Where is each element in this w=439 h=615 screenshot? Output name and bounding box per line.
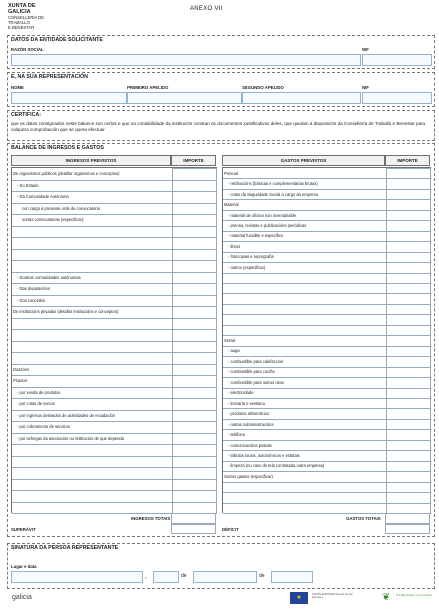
gastos-row-label: - combustible para outros usos [228, 379, 284, 385]
ingresos-row-label: - por achegas da asociación ou institución de que dependa [17, 435, 124, 441]
ingresos-row-label: outras convocatorias (especificar): [22, 217, 85, 223]
xunta-benestar: E BENESTAR [8, 25, 35, 30]
gastos-col-header: GASTOS PREVISTOS [222, 155, 385, 166]
entidade-title: DATOS DA ENTIDADE SOLICITANTE [11, 37, 103, 43]
apelido2-label: SEGUNDO APELIDO [242, 85, 284, 90]
gastos-row-label: - tributos locais, autonómicos e estatais [228, 452, 300, 458]
gastos-row-label: - fotocopias e reprografía [228, 254, 274, 260]
entidade-nif-label: NIF [362, 47, 369, 52]
balance-title: BALANCE DE INGRESOS E GASTOS [11, 145, 104, 151]
representacion-nif-label: NIF [362, 85, 369, 90]
sinatura-title: SINATURA DA PERSOA REPRESENTANTE [11, 545, 119, 551]
ingresos-col-header: INGRESOS PREVISTOS [11, 155, 171, 166]
superavit-field[interactable] [171, 524, 216, 534]
ingresos-row-label: - por cotas de socios [17, 401, 55, 407]
gastos-row-label: - produtos alimenticios [228, 411, 269, 417]
ano-field[interactable] [271, 571, 313, 583]
gastos-row-label: - electricidade [228, 390, 254, 396]
certifica-section [7, 110, 435, 141]
certifica-text: que os datos consignados neste balance son certos e que na contabilidade da institución constan os documentos xustificativos deles, que quedan á disposición da Consellería de Traballo e Benestar para calquera comprobación que se quera efectuar. [11, 121, 426, 132]
lugar-field[interactable] [11, 571, 143, 583]
gastos-row-label: Outros gastos (especificar) [224, 473, 273, 479]
ingresos-row-label: - por venda de produtos [17, 389, 61, 395]
certifica-title: CERTIFICA: [11, 112, 42, 118]
gastos-row-label: - lenzaría e vestiario [228, 400, 265, 406]
razon-social-field[interactable] [11, 54, 361, 66]
gastos-row-label: - limpeza (no caso de tela contratada outra empresa) [228, 463, 325, 469]
gastos-row-label: - material de oficina non inventariable [228, 212, 297, 218]
gastos-row-label: - cotas da Seguridade Social a cargo da empresa [228, 191, 318, 197]
ingresos-table [11, 155, 216, 532]
xunta-title: XUNTA DE GALICIA [8, 3, 36, 15]
gastos-row-label: Material [224, 202, 239, 208]
de2-label: de [259, 573, 265, 579]
gastos-row-label: - combustible para cociña [228, 369, 275, 375]
entidade-nif-field[interactable] [362, 54, 432, 66]
document-title: ANEXO VII [190, 6, 223, 12]
xunta-conselleria: CONSELLERÍA DE TRABALLO [8, 15, 45, 25]
gastos-totais-label: GASTOS TOTAIS [346, 516, 381, 521]
gastos-importe-header: IMPORTE [385, 155, 430, 166]
gastos-row-label: - retribucións (básicas e complementarias brutas) [228, 181, 318, 187]
de1-label: de [181, 573, 187, 579]
apelido1-field[interactable] [127, 92, 242, 104]
ingresos-row-label: - Da Comunidade Autónoma [17, 194, 69, 200]
entidade-section [7, 35, 435, 69]
gastos-row-label: - combustible para calefacción [228, 358, 284, 364]
ingresos-row-label: - Das deputacións [17, 286, 50, 292]
gastos-row-label: - comunicacións postais [228, 442, 272, 448]
gastos-row-label: - material funxible e específico [228, 233, 284, 239]
ingresos-rows [11, 167, 217, 513]
superavit-label: SUPERÁVIT [11, 527, 36, 532]
sinatura-section [7, 543, 435, 589]
lugar-data-label: Lugar e data [11, 564, 37, 569]
nome-label: NOME [11, 85, 24, 90]
fse-leaf-icon: ❦ [382, 592, 391, 603]
eu-text: UNIÓN EUROPEA Fondo Social Europeo [312, 592, 353, 600]
ingresos-totais-label: INGRESOS TOTAIS [131, 516, 171, 521]
ingresos-totais-field[interactable] [171, 513, 216, 524]
dia-field[interactable] [153, 571, 179, 583]
gastos-totais-field[interactable] [385, 513, 430, 524]
nome-field[interactable] [11, 92, 127, 104]
ingresos-row-label: - Dos concellos [17, 297, 45, 303]
eu-flag-icon: ★ [290, 592, 308, 604]
gastos-row-label: - prensa, revistas e publicacións periódicas [228, 222, 307, 228]
representacion-section [7, 72, 435, 107]
ingresos-importe-header: IMPORTE [171, 155, 216, 166]
gastos-rows [222, 167, 431, 513]
gastos-row-label: - outras subministracións [228, 421, 274, 427]
apelido2-field[interactable] [242, 92, 361, 104]
fse-text: O FSE inviste no teu futuro [396, 593, 433, 597]
gastos-row-label: - libros [228, 243, 241, 249]
ingresos-row-label: Doazóns [13, 366, 30, 372]
xunta-logo [8, 3, 50, 30]
gastos-row-label: Xerais [224, 337, 236, 343]
apelido1-label: PRIMEIRO APELIDO [127, 85, 169, 90]
razon-social-label: RAZÓN SOCIAL [11, 47, 44, 52]
ingresos-row-label: - por ingresos derivados de actividades de recadación [17, 412, 116, 418]
ingresos-row-label: De institucións privadas (detallar institucións e conceptos): [13, 309, 120, 315]
gastos-row-label: - teléfono [228, 432, 246, 438]
gastos-row-label: Persoal [224, 170, 238, 176]
mes-field[interactable] [193, 571, 257, 583]
gastos-row-label: - outros (especificar) [228, 264, 266, 270]
ingresos-row-label: De organismos públicos (detallar organismos e conceptos) [13, 171, 120, 177]
representacion-nif-field[interactable] [362, 92, 432, 104]
ingresos-row-label: - Do Estado [17, 182, 39, 188]
galicia-logo: galicia [12, 594, 32, 601]
ingresos-row-label: Propios: [13, 378, 29, 384]
deficit-field[interactable] [385, 524, 430, 534]
lugar-sep: , [145, 574, 147, 580]
representacion-title: E, NA SÚA REPRESENTACIÓN [11, 74, 88, 80]
ingresos-row-label: con cargo á presente orde de convocatoria [22, 205, 100, 211]
ingresos-row-label: - por cobramento de servizos [17, 424, 71, 430]
gastos-table [222, 155, 430, 532]
gastos-row-label: - auga [228, 348, 240, 354]
ingresos-row-label: - Doutras comunidades autónomas [17, 274, 81, 280]
deficit-label: DÉFICIT [222, 527, 239, 532]
balance-section [7, 143, 435, 537]
